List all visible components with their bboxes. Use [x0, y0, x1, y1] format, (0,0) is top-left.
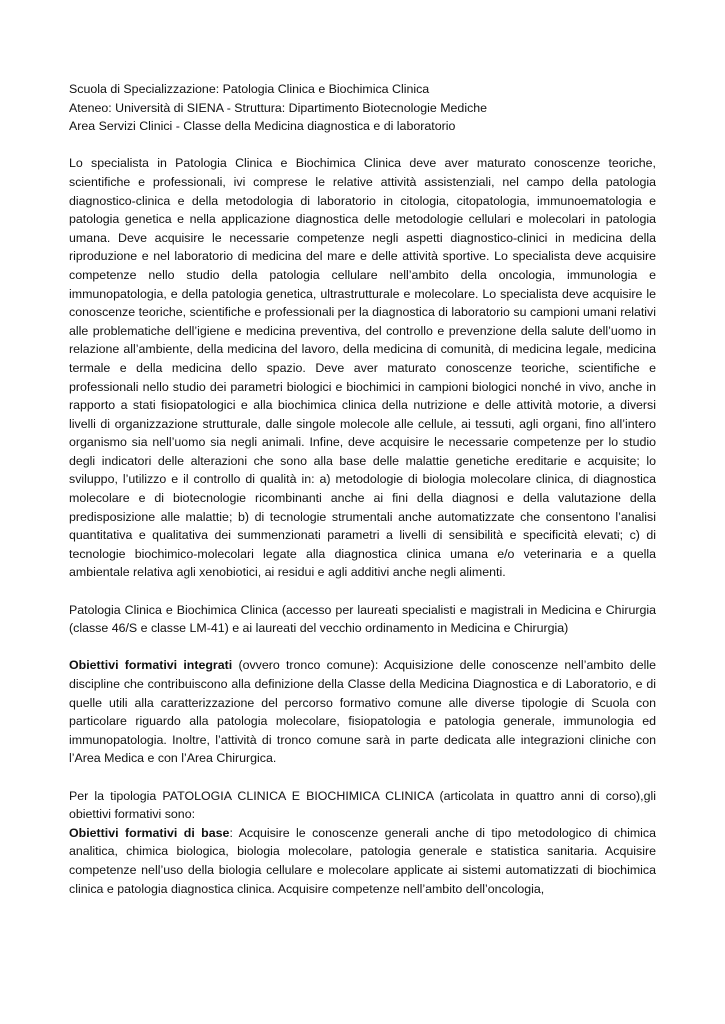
base-objectives-paragraph	[69, 824, 656, 898]
university-line: Ateneo: Università di SIENA - Struttura: Dipartimento Biotecnologie Mediche	[69, 100, 488, 115]
base-objectives-text: : Acquisire le conoscenze generali anche di tipo metodologico di chimica analitica, chimica biologica, biologia molecolare, patologia generale e statistica sanitaria. Acquisire competenze nell’uso della biologia cellulare e molecolare applicate ai sistemi automatizzati di biochimica clinica e patologia diagnostica clinica. Acquisire competenze nell’ambito dell’oncologia,	[69, 825, 656, 896]
integrated-objectives-paragraph	[69, 656, 656, 768]
document-page	[69, 80, 656, 898]
typology-intro-paragraph: Per la tipologia PATOLOGIA CLINICA E BIOCHIMICA CLINICA (articolata in quattro anni di corso),gli obiettivi formativi sono:	[69, 788, 656, 822]
base-objectives-label: Obiettivi formativi di base	[69, 825, 230, 840]
intro-paragraph: Lo specialista in Patologia Clinica e Biochimica Clinica deve aver maturato conoscenze teoriche, scientifiche e professionali, ivi comprese le relative attività assistenziali, nel campo della patologia diagnostico-clinica e della metodologia di laboratorio in citologia, citopatologia, immunoematologia e patologia genetica e nella applicazione diagnostica delle metodologie cellulari e molecolari in patologia umana. Deve acquisire le necessarie competenze negli aspetti diagnostico-clinici in medicina della riproduzione e nel laboratorio di medicina del mare e delle attività sportive. Lo specialista deve acquisire competenze nello studio della patologia cellulare nell’ambito della oncologia, immunologia e immunopatologia, e della patologia genetica, ultrastrutturale e molecolare. Lo specialista deve acquisire le conoscenze teoriche, scientifiche e professionali per la diagnostica di laboratorio su campioni umani relativi alle problematiche dell’igiene e medicina preventiva, del controllo e prevenzione della salute dell’uomo in relazione all’ambiente, della medicina del lavoro, della medicina di comunità, di medicina legale, medicina termale e della medicina dello spazio. Deve aver maturato conoscenze teoriche, scientifiche e professionali nello studio dei parametri biologici e biochimici in campioni biologici nonché in vivo, anche in rapporto a stati fisiopatologici e alla biochimica clinica della nutrizione e delle attività motorie, a diversi livelli di organizzazione strutturale, dalle singole molecole alle cellule, ai tessuti, agli organi, fino all’intero organismo sia nell’uomo sia negli animali. Infine, deve acquisire le necessarie competenze per lo studio degli indicatori delle alterazioni che sono alla base delle malattie genetiche ereditarie e acquisite; lo sviluppo, l’utilizzo e il controllo di qualità in: a) metodologie di biologia molecolare clinica, di diagnostica molecolare e di biotecnologie ricombinanti anche ai fini della diagnosi e della valutazione della predisposizione alle malattie; b) di tecnologie strumentali anche automatizzate che consentono l’analisi quantitativa e qualitativa dei summenzionati parametri a livelli di sensibilità e specificità elevati; c) di tecnologie biochimico-molecolari legate alla diagnostica clinica umana e/o veterinaria e a quella ambientale relativa agli xenobiotici, ai residui e agli additivi anche negli alimenti.	[69, 156, 656, 580]
area-line: Area Servizi Clinici - Classe della Medicina diagnostica e di laboratorio	[69, 119, 456, 134]
school-title: Scuola di Specializzazione: Patologia Clinica e Biochimica Clinica	[69, 82, 430, 96]
access-paragraph: Patologia Clinica e Biochimica Clinica (accesso per laureati specialisti e magistrali in Medicina e Chirurgia (classe 46/S e classe LM-41) e ai laureati del vecchio ordinamento in Medicina e Chirurgia)	[69, 602, 656, 636]
integrated-objectives-text: (ovvero tronco comune): Acquisizione delle conoscenze nell’ambito delle discipline che contribuiscono alla definizione della Classe della Medicina Diagnostica e di Laboratorio, e di quelle utili alla caratterizzazione del percorso formativo comune alle diverse tipologie di Scuola con particolare riguardo alla patologia molecolare, fisiopatologia e patologia generale, immunologia ed immunopatologia. Inoltre, l’attività di tronco comune sarà in parte dedicata alle integrazioni cliniche con l’Area Medica e con l’Area Chirurgica.	[69, 658, 656, 766]
integrated-objectives-label: Obiettivi formativi integrati	[69, 658, 233, 673]
